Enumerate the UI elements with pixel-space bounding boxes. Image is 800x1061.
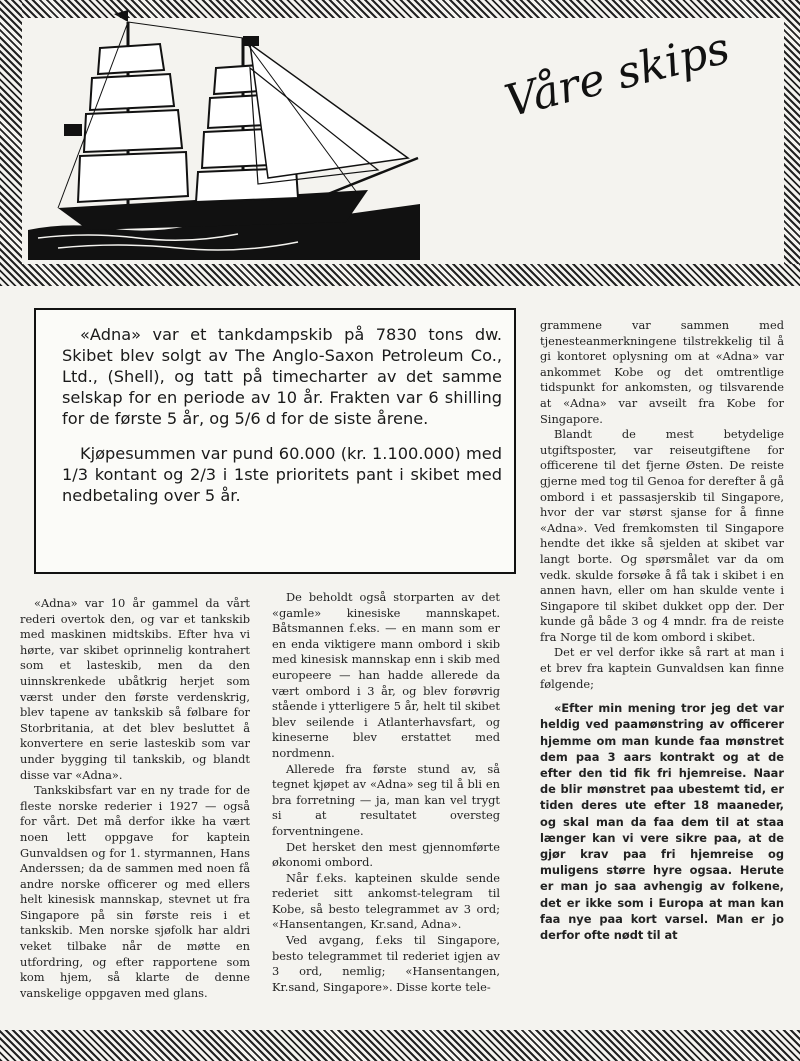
column-1-paragraph-1: «Adna» var 10 år gammel da vårt rederi overtok den, og var et tankskib med maskinen midtskibs. Efter hva vi hørte, var skibet oprinnelig kontrahert som et lasteskib, men da den uinnskrenkede ubåtkrig herjet som værst under den første verdenskrig, blev tapene av tankskib så følbare for Storbritania, at det blev besluttet å konvertere en serie lasteskib som var under bygging til tankskib, og blandt disse var «Adna». xyxy=(20,596,250,782)
column-2-paragraph-4: Når f.eks. kapteinen skulde sende rederiet sitt ankomst-telegram til Kobe, så besto telegrammet av 3 ord; «Hansentangen, Kr.sand, Adna». xyxy=(272,870,500,932)
header-title: Våre skips xyxy=(500,22,735,128)
decorative-border-middle xyxy=(0,264,800,286)
column-2-paragraph-1: De beholdt også storparten av det «gamle» kinesiske mannskapet. Båtsmannen f.eks. — en mann som er en enda viktigere mann ombord i skib med kinesisk mannskap enn i skib med europeere — han hadde allerede da vært ombord i 3 år, og blev forøvrig stående i ytterligere 5 år, helt til skibet blev seilende i Atlanterhavsfart, og kineserne blev erstattet med nordmenn. xyxy=(272,590,500,760)
column-3-paragraph-2: Blandt de mest betydelige utgiftsposter, var reiseutgiftene for officerene til det fjerne Østen. De reiste gjerne med tog til Genoa for derefter å gå ombord i et passasjerskib til Singapore, hvor der var størst sjanse for å finne «Adna». Ved fremkomsten til Singapore hendte det ikke så sjelden at skibet var langt borte. Og spørsmålet var da om vedk. skulde forsøke å få tak i skibet i en annen havn, eller om han skulde vente i Singapore til skibet dukket opp der. Der kunde gå både 3 og 4 mndr. fra de reiste fra Norge til de kom ombord i skibet. xyxy=(540,427,784,644)
column-3-paragraph-1: grammene var sammen med tjenesteanmerkningene tilstrekkelig til å gi kontoret oplysning om at «Adna» var ankommet Kobe og det omtrentlige tidspunkt for ankomsten, og tilsvarende at «Adna» var avseilt fra Kobe for Singapore. xyxy=(540,318,784,426)
captain-letter-quote: «Efter min mening tror jeg det var heldig ved paamønstring av officerer hjemme om man kunde faa mønstret dem paa 3 aars kontrakt og at de efter den tid fik fri hjemreise. Naar de blir mønstret paa ubestemt tid, er tiden deres ute efter 18 maaneder, og skal man da faa dem til at staa længer kan vi vere sikre paa, at de gjør krav paa fri hjemreise og muligens større hyre ogsaa. Herute er man jo saa avhengig av folkene, det er ikke som i Europa at man kan faa nye paa kort varsel. Man er jo derfor ofte nødt til at xyxy=(540,701,784,943)
article-column-1 xyxy=(20,596,250,1001)
column-2-paragraph-2: Allerede fra første stund av, så tegnet kjøpet av «Adna» seg til å bli en bra forretning — ja, man kan vel trygt si at resultatet oversteg forventningene. xyxy=(272,761,500,838)
intro-box xyxy=(34,308,516,574)
decorative-border-right xyxy=(784,0,800,286)
column-3-paragraph-3: Det er vel derfor ikke så rart at man i et brev fra kaptein Gunvaldsen kan finne følgende; xyxy=(540,645,784,691)
column-2-paragraph-3: Det hersket den mest gjennomførte økonomi ombord. xyxy=(272,839,500,870)
column-1-paragraph-2: Tankskibsfart var en ny trade for de fleste norske rederier i 1927 — også for vårt. Det må derfor ikke ha vært noen lett oppgave for kaptein Gunvaldsen og for 1. styrmannen, Hans Anderssen; da de sammen med noen få andre norske officerer og med ellers helt kinesisk mannskap, stevnet ut fra Singapore på sin første reis i et tankskib. Men norske sjøfolk har aldri veket tilbake når de møtte en utfordring, og efter rapportene som kom hjem, så klarte de denne vanskelige oppgaven med glans. xyxy=(20,783,250,1000)
sailing-ship-illustration xyxy=(28,8,420,260)
column-2-paragraph-5: Ved avgang, f.eks til Singapore, besto telegrammet til rederiet igjen av 3 ord, nemlig; «Hansentangen, Kr.sand, Singapore». Disse korte tele- xyxy=(272,933,500,994)
decorative-border-left xyxy=(0,0,22,286)
intro-paragraph-1: «Adna» var et tankdampskib på 7830 tons dw. Skibet blev solgt av The Anglo-Saxon Petroleum Co., Ltd., (Shell), og tatt på timecharter av det samme selskap for en periode av 10 år. Frakten var 6 shilling for de første 5 år, og 5/6 d for de siste årene. xyxy=(62,325,502,428)
decorative-border-bottom xyxy=(0,1030,800,1061)
intro-paragraph-2: Kjøpesummen var pund 60.000 (kr. 1.100.000) med 1/3 kontant og 2/3 i 1ste prioritets pant i skibet med nedbetaling over 5 år. xyxy=(62,444,502,505)
article-column-3 xyxy=(540,318,784,943)
article-column-2 xyxy=(272,590,500,995)
